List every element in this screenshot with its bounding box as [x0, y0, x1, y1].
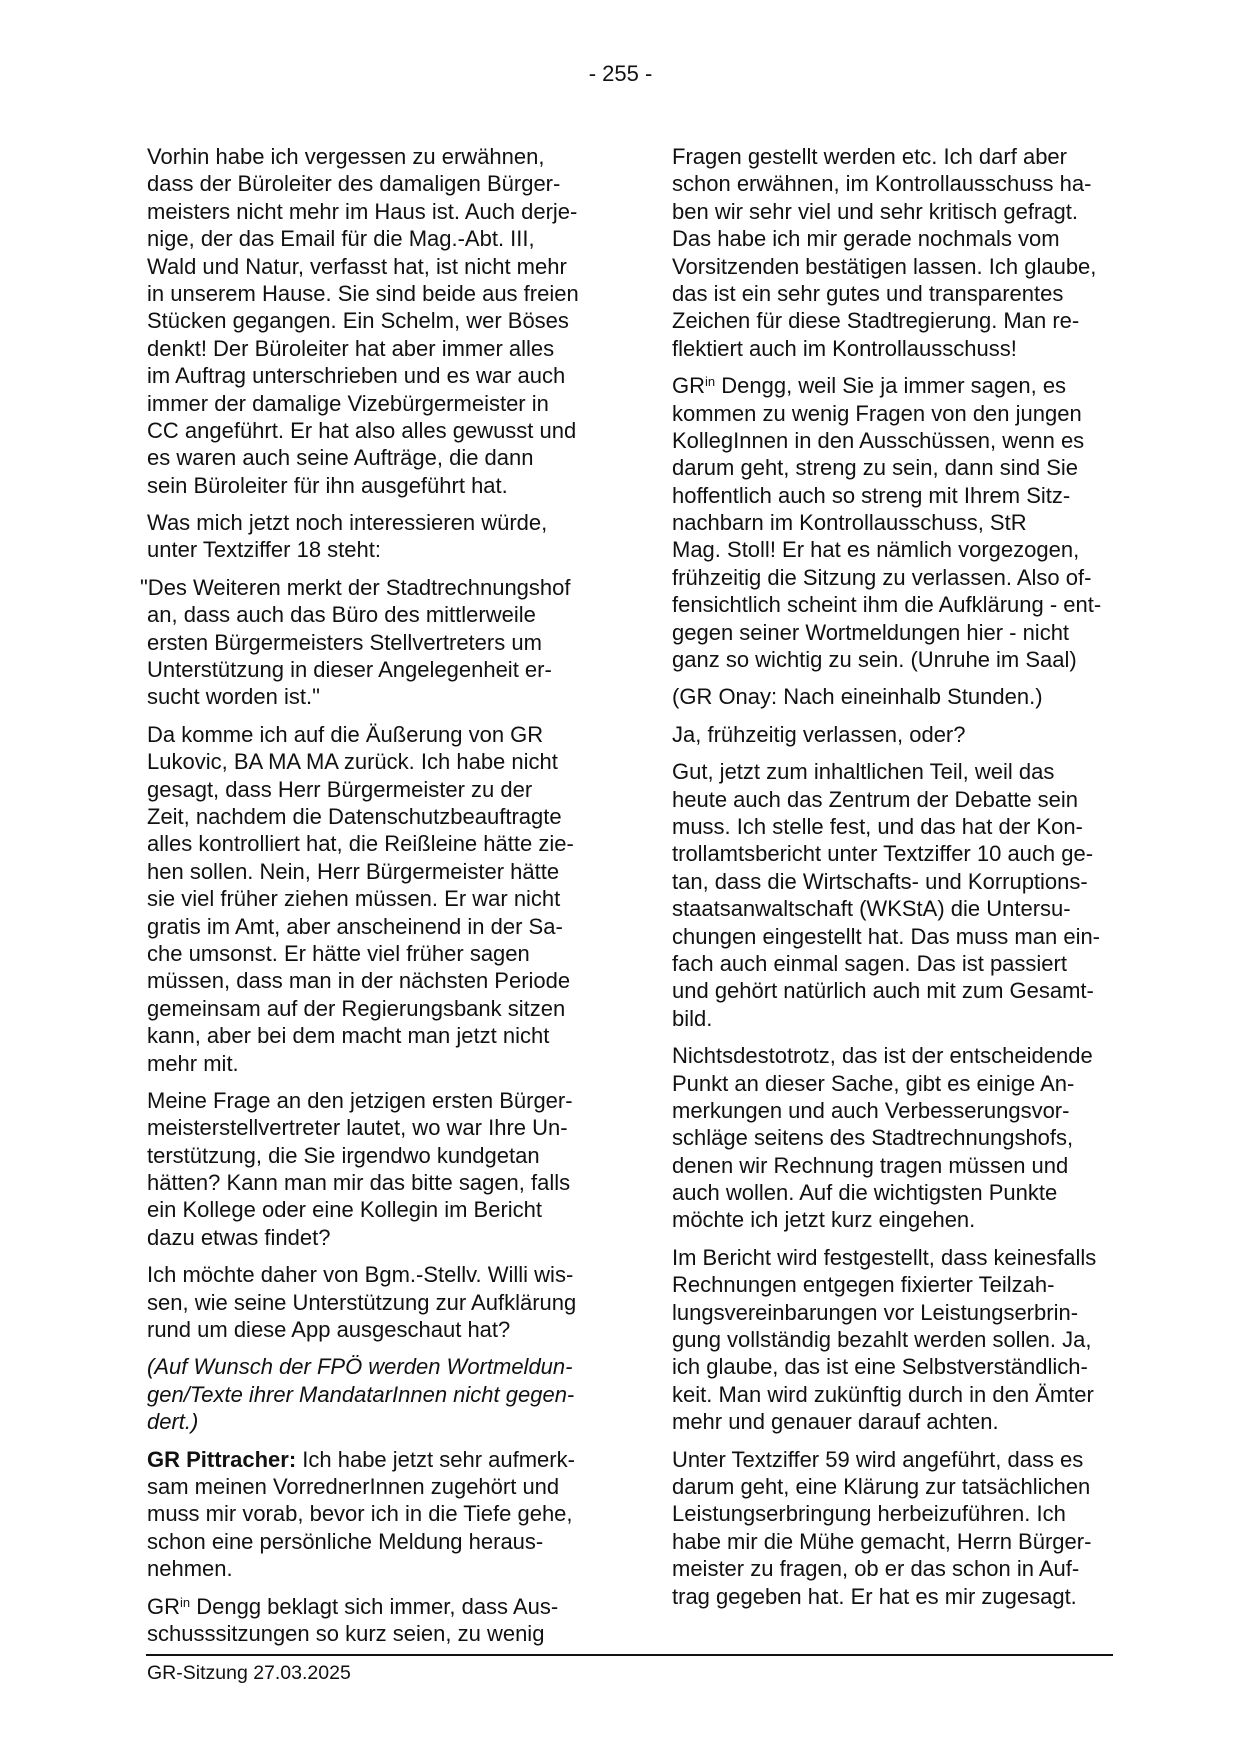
- text-line: CC angeführt. Er hat also alles gewusst und: [147, 417, 577, 443]
- text-line: chungen eingestellt hat. Das muss man ein-: [672, 923, 1101, 949]
- text-line: rund um diese App ausgeschaut hat?: [147, 1317, 511, 1343]
- text-line: habe mir die Mühe gemacht, Herrn Bürger-: [672, 1528, 1092, 1554]
- text-line: dass der Büroleiter des damaligen Bürger-: [147, 171, 561, 197]
- text-line: merkungen und auch Verbesserungsvor-: [672, 1097, 1070, 1123]
- text-line: Nichtsdestotrotz, das ist der entscheidende: [672, 1043, 1093, 1069]
- text-line: dert.): [147, 1409, 199, 1435]
- text-line: terstützung, die Sie irgendwo kundgetan: [147, 1142, 540, 1168]
- text-line: denkt! Der Büroleiter hat aber immer alles: [147, 335, 555, 361]
- text-line: ein Kollege oder eine Kollegin im Bericht: [147, 1197, 543, 1223]
- text-line: Fragen gestellt werden etc. Ich darf aber: [672, 144, 1067, 169]
- page-number: - 255 -: [588, 61, 653, 86]
- text-line: schusssitzungen so kurz seien, zu wenig: [147, 1620, 545, 1646]
- text-line: hen sollen. Nein, Herr Bürgermeister hätte: [147, 858, 560, 884]
- right-column: [672, 143, 1122, 1610]
- text-line: sam meinen VorrednerInnen zugehört und: [147, 1473, 560, 1499]
- text-line: Ich möchte daher von Bgm.-Stellv. Willi wis-: [147, 1262, 574, 1288]
- paragraph: [147, 1353, 602, 1435]
- text-line: in unserem Hause. Sie sind beide aus freien: [147, 280, 579, 306]
- text-line: gemeinsam auf der Regierungsbank sitzen: [147, 995, 566, 1021]
- text-line: hätten? Kann man mir das bitte sagen, falls: [147, 1170, 571, 1196]
- paragraph: [672, 758, 1122, 1032]
- text-line: Meine Frage an den jetzigen ersten Bürger-: [147, 1087, 573, 1113]
- text-line: Da komme ich auf die Äußerung von GR: [147, 721, 544, 747]
- text-line: staatsanwaltschaft (WKStA) die Untersu-: [672, 896, 1071, 922]
- text-line: Rechnungen entgegen fixierter Teilzah-: [672, 1272, 1055, 1298]
- text-line: ersten Bürgermeisters Stellvertreters um: [147, 629, 542, 655]
- text-line: kommen zu wenig Fragen von den jungen: [672, 400, 1082, 426]
- paragraph: [147, 143, 602, 499]
- text-line: dazu etwas findet?: [147, 1224, 331, 1250]
- text-line: hoffentlich auch so streng mit Ihrem Sitz-: [672, 482, 1071, 508]
- text-line: das ist ein sehr gutes und transparentes: [672, 280, 1064, 306]
- paragraph: [672, 1446, 1122, 1610]
- text-line: kann, aber bei dem macht man jetzt nicht: [147, 1023, 550, 1049]
- text-line: Zeit, nachdem die Datenschutzbeauftragte: [147, 803, 562, 829]
- text-line: Gut, jetzt zum inhaltlichen Teil, weil das: [672, 759, 1055, 785]
- paragraph: [672, 1042, 1122, 1234]
- text-line: meister zu fragen, ob er das schon in Auf-: [672, 1556, 1080, 1582]
- text-line: Zeichen für diese Stadtregierung. Man re-: [672, 308, 1080, 334]
- text-line: gung vollständig bezahlt werden sollen. Ja,: [672, 1327, 1092, 1353]
- text-line: mehr mit.: [147, 1050, 239, 1076]
- paragraph: [672, 1244, 1122, 1436]
- paragraph: [147, 1593, 602, 1648]
- text-line: an, dass auch das Büro des mittlerweile: [147, 602, 536, 628]
- text-line: (GR Onay: Nach eineinhalb Stunden.): [672, 684, 1043, 710]
- text-line: ich glaube, das ist eine Selbstverständlich-: [672, 1354, 1088, 1380]
- text-line: unter Textziffer 18 steht:: [147, 537, 381, 563]
- paragraph: [672, 372, 1122, 673]
- text-line: gen/Texte ihrer MandatarInnen nicht gegen-: [147, 1381, 575, 1407]
- paragraph: [147, 1446, 602, 1583]
- text-line: (Auf Wunsch der FPÖ werden Wortmeldun-: [147, 1354, 573, 1380]
- text-line: "Des Weiteren merkt der Stadtrechnungshof: [140, 574, 571, 600]
- text-line: heute auch das Zentrum der Debatte sein: [672, 786, 1079, 812]
- text-line: ganz so wichtig zu sein. (Unruhe im Saal): [672, 647, 1077, 673]
- paragraph: [672, 721, 1122, 748]
- paragraph: [147, 1087, 602, 1251]
- paragraph: [672, 683, 1122, 710]
- text-line: sucht worden ist.": [147, 684, 320, 710]
- text-line: und gehört natürlich auch mit zum Gesamt-: [672, 978, 1094, 1004]
- text-line: che umsonst. Er hätte viel früher sagen: [147, 940, 530, 966]
- text-line: muss mir vorab, bevor ich in die Tiefe gehe,: [147, 1501, 573, 1527]
- text-line: KollegInnen in den Ausschüssen, wenn es: [672, 427, 1085, 453]
- paragraph: [147, 509, 602, 564]
- text-line: gratis im Amt, aber anscheinend in der Sa-: [147, 913, 563, 939]
- text-line: Punkt an dieser Sache, gibt es einige An-: [672, 1070, 1075, 1096]
- text-line: trollamtsbericht unter Textziffer 10 auch ge-: [672, 841, 1094, 867]
- text-line: fensichtlich scheint ihm die Aufklärung - ent-: [672, 592, 1102, 618]
- text-line: schon erwähnen, im Kontrollausschuss ha-: [672, 171, 1092, 197]
- text-line: sie viel früher ziehen müssen. Er war nicht: [147, 886, 561, 912]
- text-line: Im Bericht wird festgestellt, dass keinesfalls: [672, 1244, 1097, 1270]
- text-line: flektiert auch im Kontrollausschuss!: [672, 335, 1017, 361]
- text-line: alles kontrolliert hat, die Reißleine hätte zie-: [147, 831, 574, 857]
- text-line: GR Pittracher: Ich habe jetzt sehr aufmerk-: [147, 1446, 575, 1472]
- text-line: nachbarn im Kontrollausschuss, StR: [672, 510, 1027, 536]
- text-line: möchte ich jetzt kurz eingehen.: [672, 1207, 976, 1233]
- text-line: darum geht, eine Klärung zur tatsächlichen: [672, 1473, 1091, 1499]
- text-line: auch wollen. Auf die wichtigsten Punkte: [672, 1180, 1058, 1206]
- text-line: denen wir Rechnung tragen müssen und: [672, 1152, 1069, 1178]
- text-line: mehr und genauer darauf achten.: [672, 1409, 999, 1435]
- text-line: Vorsitzenden bestätigen lassen. Ich glaube,: [672, 253, 1097, 279]
- text-line: muss. Ich stelle fest, und das hat der Kon-: [672, 813, 1083, 839]
- text-line: schläge seitens des Stadtrechnungshofs,: [672, 1125, 1074, 1151]
- paragraph: [672, 143, 1122, 362]
- text-line: im Auftrag unterschrieben und es war auch: [147, 363, 566, 389]
- text-line: Vorhin habe ich vergessen zu erwähnen,: [147, 144, 545, 169]
- text-line: frühzeitig die Sitzung zu verlassen. Also of-: [672, 564, 1092, 590]
- text-line: nehmen.: [147, 1556, 233, 1582]
- left-column: [140, 143, 602, 1647]
- text-line: tan, dass die Wirtschafts- und Korruptions-: [672, 868, 1088, 894]
- text-line: Lukovic, BA MA MA zurück. Ich habe nicht: [147, 749, 558, 775]
- text-line: gesagt, dass Herr Bürgermeister zu der: [147, 776, 533, 802]
- paragraph: [147, 1261, 602, 1343]
- text-line: trag gegeben hat. Er hat es mir zugesagt.: [672, 1583, 1077, 1609]
- footer-rule: [146, 1654, 1113, 1656]
- text-line: Was mich jetzt noch interessieren würde,: [147, 510, 548, 536]
- text-line: bild.: [672, 1005, 713, 1031]
- text-line: keit. Man wird zukünftig durch in den Ämter: [672, 1381, 1094, 1407]
- text-line: Mag. Stoll! Er hat es nämlich vorgezogen,: [672, 537, 1080, 563]
- text-line: meisterstellvertreter lautet, wo war Ihre Un-: [147, 1115, 568, 1141]
- text-line: Unter Textziffer 59 wird angeführt, dass es: [672, 1446, 1084, 1472]
- text-line: lungsvereinbarungen vor Leistungserbrin-: [672, 1299, 1079, 1325]
- text-line: sein Büroleiter für ihn ausgeführt hat.: [147, 472, 508, 498]
- paragraph: [140, 574, 602, 711]
- text-line: sen, wie seine Unterstützung zur Aufklärung: [147, 1289, 577, 1315]
- text-line: darum geht, streng zu sein, dann sind Sie: [672, 455, 1079, 481]
- text-line: müssen, dass man in der nächsten Periode: [147, 968, 571, 994]
- text-line: gegen seiner Wortmeldungen hier - nicht: [672, 619, 1070, 645]
- text-line: meisters nicht mehr im Haus ist. Auch derje-: [147, 198, 578, 224]
- footer-text: GR-Sitzung 27.03.2025: [147, 1662, 351, 1684]
- text-line: Wald und Natur, verfasst hat, ist nicht mehr: [147, 253, 567, 279]
- text-line: fach auch einmal sagen. Das ist passiert: [672, 950, 1067, 976]
- text-line: nige, der das Email für die Mag.-Abt. III,: [147, 226, 535, 252]
- paragraph: [147, 721, 602, 1077]
- text-line: Unterstützung in dieser Angelegenheit er-: [147, 657, 552, 683]
- text-line: es waren auch seine Aufträge, die dann: [147, 445, 534, 471]
- text-line: immer der damalige Vizebürgermeister in: [147, 390, 549, 416]
- text-line: schon eine persönliche Meldung heraus-: [147, 1528, 544, 1554]
- text-line: $GR^{in}$ Dengg, weil Sie ja immer sagen, es: [672, 373, 1067, 399]
- text-line: ben wir sehr viel und sehr kritisch gefragt.: [672, 198, 1078, 224]
- text-line: Das habe ich mir gerade nochmals vom: [672, 226, 1060, 252]
- text-line: $GR^{in}$ Dengg beklagt sich immer, dass Aus-: [147, 1593, 559, 1619]
- text-line: Ja, frühzeitig verlassen, oder?: [672, 721, 966, 747]
- text-line: Leistungserbringung herbeizuführen. Ich: [672, 1501, 1066, 1527]
- text-line: Stücken gegangen. Ein Schelm, wer Böses: [147, 308, 569, 334]
